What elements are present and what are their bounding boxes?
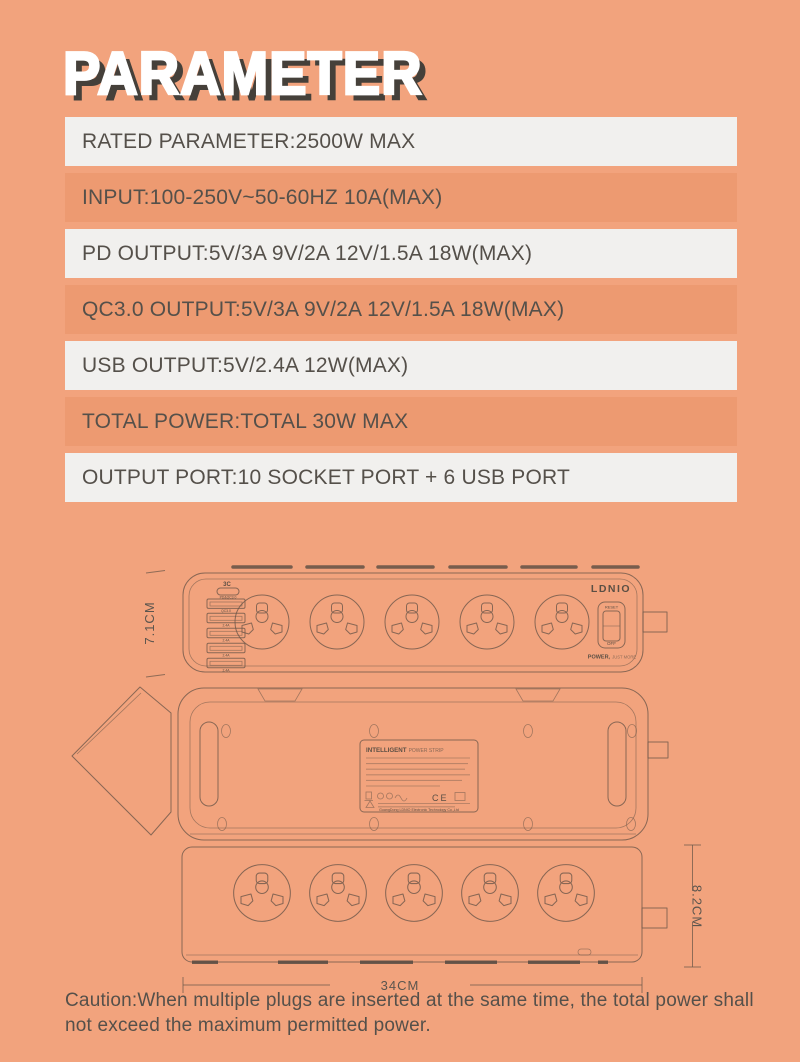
top-view [142, 567, 667, 677]
usb-a-label: 2.4A [222, 638, 230, 643]
universal-socket [462, 865, 519, 922]
product-diagram [0, 550, 800, 995]
end-cap-profile [72, 687, 171, 835]
caution-note: Caution:When multiple plugs are inserted at the same time, the total power shall not exceed the maximum permitted power. [65, 990, 754, 1036]
mounting-slot [608, 722, 626, 806]
rating-label-spec-lines [366, 758, 470, 786]
spec-row: QC3.0 OUTPUT:5V/3A 9V/2A 12V/1.5A 18W(MAX) [65, 285, 737, 334]
socket-row-front [234, 865, 595, 922]
usb-a-label: 2.4A [222, 653, 230, 658]
usb-a-port [207, 628, 245, 642]
usb-a-port [207, 599, 245, 613]
dim-width-label: 34CM [380, 978, 420, 993]
rating-label-title: INTELLIGENT POWER STRIP [366, 747, 444, 754]
cord-stub [643, 612, 667, 632]
brand-logo: LDNIO [590, 583, 632, 595]
universal-socket [235, 595, 289, 649]
universal-socket [234, 865, 291, 922]
grip-pad [516, 689, 560, 701]
cord-stub [642, 908, 667, 928]
ccc-mark: 3C [223, 582, 231, 588]
usb-a-label: 2.4A [222, 668, 230, 673]
grip-pad [258, 689, 302, 701]
switch-reset-label: RESET [604, 604, 619, 610]
universal-socket [538, 865, 595, 922]
spec-row: USB OUTPUT:5V/2.4A 12W(MAX) [65, 341, 737, 390]
spec-row: RATED PARAMETER:2500W MAX [65, 117, 737, 166]
dimension-height [684, 845, 705, 967]
rating-label [360, 740, 478, 812]
usb-c-port [217, 588, 239, 595]
dimension-depth [142, 571, 165, 678]
cord-stub [648, 742, 668, 758]
certification-icons [365, 792, 466, 803]
front-view [182, 845, 705, 993]
mounting-slot [200, 722, 218, 806]
universal-socket [310, 595, 364, 649]
switch-off-label: OFF [607, 641, 616, 646]
dim-height-label: 8.2CM [689, 884, 705, 929]
socket-row-top [235, 595, 589, 649]
brand-tagline: POWER, JUST MORE [587, 654, 637, 661]
spec-row: INPUT:100-250V~50-60HZ 10A(MAX) [65, 173, 737, 222]
universal-socket [460, 595, 514, 649]
dim-depth-label: 7.1CM [142, 601, 157, 645]
power-switch [598, 602, 625, 648]
usb-a-port [207, 613, 245, 627]
spec-row: PD OUTPUT:5V/3A 9V/2A 12V/1.5A 18W(MAX) [65, 229, 737, 278]
usb-a-label: QC3.0 [221, 609, 231, 613]
page-title: PARAMETER [63, 39, 423, 108]
spec-row: TOTAL POWER:TOTAL 30W MAX [65, 397, 737, 446]
universal-socket [385, 595, 439, 649]
usb-a-port [207, 658, 245, 672]
rating-label-warning [366, 801, 470, 808]
usb-a-port [207, 643, 245, 657]
spec-list [65, 117, 737, 509]
usb-a-label: 2.4A [222, 623, 230, 628]
spec-row: OUTPUT PORT:10 SOCKET PORT + 6 USB PORT [65, 453, 737, 502]
universal-socket [535, 595, 589, 649]
ce-mark: CE [432, 793, 449, 803]
manufacturer-line: GuangDong LDNIO Electronic Technology Co.,Ltd [379, 807, 459, 812]
usb-port-column [207, 582, 245, 672]
bottom-view [72, 687, 668, 840]
universal-socket [310, 865, 367, 922]
usb-c-label: PD&QC3.0 [219, 595, 237, 600]
universal-socket [386, 865, 443, 922]
